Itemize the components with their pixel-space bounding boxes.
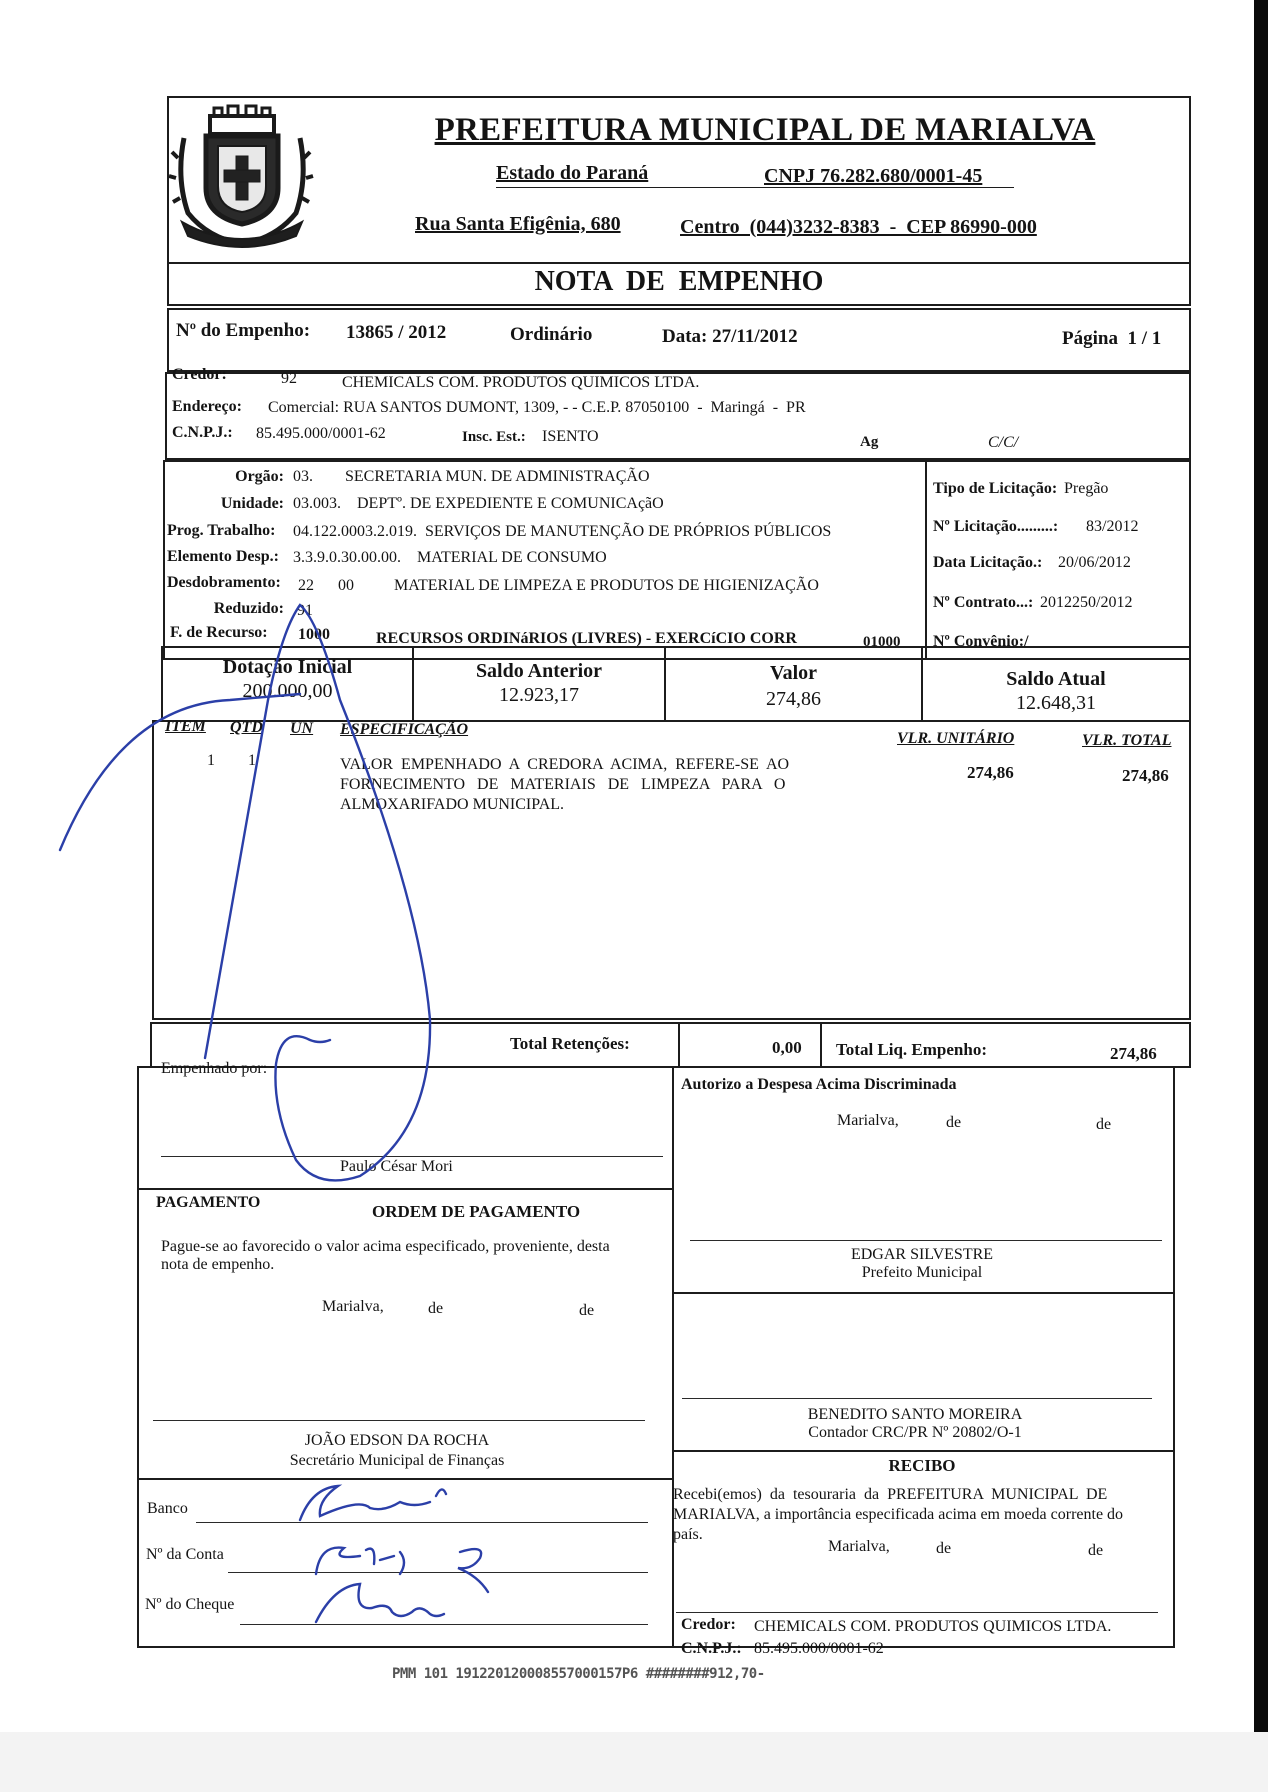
saldo-atual-value: 12.648,31 bbox=[1016, 692, 1096, 714]
unidade-label: Unidade: bbox=[220, 495, 284, 512]
pagamento-text-line1: Pague-se ao favorecido o valor acima especificado, proveniente, desta bbox=[161, 1238, 610, 1255]
pagamento-de1: de bbox=[428, 1300, 444, 1317]
row-total-value: 274,86 bbox=[1122, 766, 1169, 785]
header-street: Rua Santa Efigênia, 680 bbox=[415, 213, 621, 235]
account-label: C/C/ bbox=[988, 434, 1019, 451]
totals-row bbox=[150, 1022, 1191, 1068]
retencoes-label: Total Retenções: bbox=[510, 1034, 630, 1053]
ordem-pagamento-label: ORDEM DE PAGAMENTO bbox=[372, 1202, 581, 1221]
licitacao-date-value: 20/06/2012 bbox=[1058, 554, 1131, 571]
prefeito-role: Prefeito Municipal bbox=[861, 1264, 983, 1281]
pagamento-city: Marialva, bbox=[322, 1298, 384, 1315]
recurso-code: 1000 bbox=[298, 626, 330, 643]
row-spec-line1: VALOR EMPENHADO A CREDORA ACIMA, REFERE-SE AO bbox=[340, 756, 790, 773]
reduzido-label: Reduzido: bbox=[213, 600, 284, 617]
licitacao-date-label: Data Licitação.: bbox=[933, 554, 1043, 571]
contrato-label: Nº Contrato...: bbox=[933, 594, 1034, 611]
empenhado-label: Empenhado por: bbox=[161, 1060, 268, 1077]
recibo-de1: de bbox=[936, 1540, 952, 1557]
col-un-header: UN bbox=[290, 720, 314, 737]
empenho-type: Ordinário bbox=[510, 324, 593, 345]
footer-code: PMM 101 191220120008557000157P6 ########912,70- bbox=[392, 1666, 765, 1682]
col-qtd-header: QTD bbox=[230, 719, 263, 736]
header-state: Estado do Paraná bbox=[496, 162, 649, 184]
row-qtd: 1 bbox=[248, 752, 256, 769]
valor-value: 274,86 bbox=[766, 688, 821, 710]
endereco-value: Comercial: RUA SANTOS DUMONT, 1309, - - C.E.P. 87050100 - Maringá - PR bbox=[268, 399, 806, 416]
header-title: PREFEITURA MUNICIPAL DE MARIALVA bbox=[434, 112, 1096, 148]
dotacao-label: Dotação Inicial bbox=[222, 656, 353, 678]
elemento-value: 3.3.9.0.30.00.00. MATERIAL DE CONSUMO bbox=[293, 549, 607, 566]
recibo-text-line1: Recebi(emos) da tesouraria da PREFEITURA MUNICIPAL DE bbox=[673, 1486, 1108, 1503]
col-unit-header: VLR. UNITÁRIO bbox=[897, 730, 1015, 747]
empenho-page: Página 1 / 1 bbox=[1062, 328, 1162, 349]
recibo-label: RECIBO bbox=[888, 1456, 956, 1475]
recibo-de2: de bbox=[1088, 1542, 1104, 1559]
header-address: Centro (044)3232-8383 - CEP 86990-000 bbox=[680, 216, 1037, 238]
autorizo-label: Autorizo a Despesa Acima Discriminada bbox=[681, 1076, 957, 1093]
endereco-label: Endereço: bbox=[172, 398, 242, 415]
scan-bottom-margin bbox=[0, 1732, 1268, 1792]
cheque-label: Nº do Cheque bbox=[145, 1596, 235, 1613]
prog-label: Prog. Trabalho: bbox=[167, 522, 276, 539]
prefeito-name: EDGAR SILVESTRE bbox=[850, 1246, 994, 1263]
prog-value: 04.122.0003.2.019. SERVIÇOS DE MANUTENÇÃO DE PRÓPRIOS PÚBLICOS bbox=[293, 523, 832, 540]
contador-name: BENEDITO SANTO MOREIRA bbox=[807, 1406, 1023, 1423]
orgao-value: 03. SECRETARIA MUN. DE ADMINISTRAÇÃO bbox=[293, 468, 650, 485]
header-cnpj: CNPJ 76.282.680/0001-45 bbox=[764, 165, 983, 187]
recibo-text-line2: MARIALVA, a importância especificada acima em moeda corrente do bbox=[673, 1506, 1124, 1523]
autorizo-de2: de bbox=[1096, 1116, 1112, 1133]
row-item: 1 bbox=[207, 752, 215, 769]
reduzido-value: 91 bbox=[297, 602, 313, 619]
recibo-text-line3: país. bbox=[673, 1526, 703, 1543]
pagamento-label: PAGAMENTO bbox=[156, 1194, 261, 1211]
row-spec-line2: FORNECIMENTO DE MATERIAIS DE LIMPEZA PARA O bbox=[340, 776, 786, 793]
secretario-role: Secretário Municipal de Finanças bbox=[289, 1452, 505, 1469]
secretario-name: JOÃO EDSON DA ROCHA bbox=[304, 1432, 490, 1449]
cnpj-label: C.N.P.J.: bbox=[172, 424, 233, 441]
orgao-label: Orgão: bbox=[235, 468, 284, 485]
recibo-credor-label: Credor: bbox=[681, 1616, 736, 1633]
licitacao-type-label: Tipo de Licitação: bbox=[933, 480, 1058, 497]
coat-of-arms-logo bbox=[168, 98, 316, 250]
contrato-value: 2012250/2012 bbox=[1040, 594, 1133, 611]
pagamento-de2: de bbox=[579, 1302, 595, 1319]
pagamento-text-line2: nota de empenho. bbox=[161, 1256, 275, 1273]
cnpj-value: 85.495.000/0001-62 bbox=[256, 425, 386, 442]
empenho-number: 13865 / 2012 bbox=[346, 322, 447, 343]
recurso-name: RECURSOS ORDINáRIOS (LIVRES) - EXERCíCIO CORR bbox=[376, 630, 797, 647]
credor-name: CHEMICALS COM. PRODUTOS QUIMICOS LTDA. bbox=[342, 374, 700, 391]
scan-edge bbox=[1254, 0, 1268, 1792]
licitacao-number-label: Nº Licitação.........: bbox=[933, 518, 1059, 535]
recurso-number: 01000 bbox=[863, 634, 901, 650]
saldo-anterior-value: 12.923,17 bbox=[499, 684, 579, 706]
empenho-date: Data: 27/11/2012 bbox=[662, 326, 798, 347]
col-item-header: ITEM bbox=[165, 718, 206, 735]
signatures-box bbox=[137, 1066, 1175, 1648]
empenho-number-label: Nº do Empenho: bbox=[176, 320, 311, 341]
insc-value: ISENTO bbox=[542, 428, 599, 445]
desdobramento-label: Desdobramento: bbox=[167, 574, 281, 591]
dotacao-value: 200.000,00 bbox=[242, 680, 333, 702]
licitacao-number-value: 83/2012 bbox=[1086, 518, 1139, 535]
retencoes-value: 0,00 bbox=[772, 1038, 802, 1057]
col-spec-header: ESPECIFICAÇÃO bbox=[340, 721, 469, 738]
document-title: NOTA DE EMPENHO bbox=[534, 266, 824, 297]
contador-role: Contador CRC/PR Nº 20802/O-1 bbox=[808, 1424, 1022, 1441]
recibo-city: Marialva, bbox=[828, 1538, 890, 1555]
saldo-anterior-label: Saldo Anterior bbox=[475, 660, 603, 682]
saldo-atual-label: Saldo Atual bbox=[1006, 668, 1106, 690]
autorizo-city: Marialva, bbox=[837, 1112, 899, 1129]
row-spec-line3: ALMOXARIFADO MUNICIPAL. bbox=[340, 796, 565, 813]
banco-label: Banco bbox=[147, 1500, 188, 1517]
row-unit-value: 274,86 bbox=[967, 763, 1014, 782]
desdobramento-value: 22 00 MATERIAL DE LIMPEZA E PRODUTOS DE HIGIENIZAÇÃO bbox=[298, 577, 819, 594]
liquido-label: Total Liq. Empenho: bbox=[836, 1040, 987, 1059]
elemento-label: Elemento Desp.: bbox=[167, 548, 279, 565]
recibo-cnpj-label: C.N.P.J.: bbox=[681, 1640, 742, 1657]
agency-label: Ag bbox=[860, 434, 879, 450]
recibo-credor-name: CHEMICALS COM. PRODUTOS QUIMICOS LTDA. bbox=[754, 1618, 1112, 1635]
liquido-value: 274,86 bbox=[1110, 1044, 1157, 1063]
recibo-cnpj-value: 85.495.000/0001-62 bbox=[754, 1640, 884, 1657]
credor-code: 92 bbox=[281, 370, 297, 387]
recurso-label: F. de Recurso: bbox=[170, 624, 268, 641]
empenhado-name: Paulo César Mori bbox=[340, 1158, 453, 1175]
valor-label: Valor bbox=[769, 662, 818, 684]
col-total-header: VLR. TOTAL bbox=[1082, 732, 1172, 749]
convenio-label: Nº Convênio:/ bbox=[933, 633, 1029, 650]
conta-label: Nº da Conta bbox=[146, 1546, 224, 1563]
licitacao-type-value: Pregão bbox=[1064, 480, 1109, 497]
autorizo-de1: de bbox=[946, 1114, 962, 1131]
insc-label: Insc. Est.: bbox=[462, 429, 526, 445]
unidade-value: 03.003. DEPTº. DE EXPEDIENTE E COMUNICAçãO bbox=[293, 495, 664, 512]
credor-label: Credor: bbox=[172, 366, 227, 383]
